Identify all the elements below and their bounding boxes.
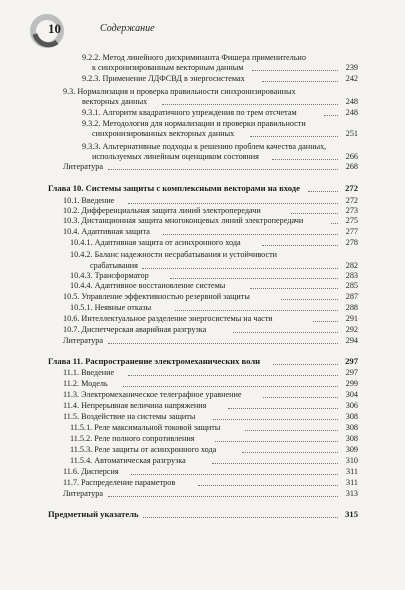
toc-line: 10.4.3. Трансформатор [70, 271, 149, 280]
toc-leader [213, 419, 338, 420]
toc-line: 11.7. Распределение параметров [63, 478, 176, 487]
toc-leader [143, 517, 338, 518]
toc-leader [272, 159, 338, 160]
toc-page: 273 [345, 206, 358, 215]
toc-leader [242, 452, 338, 453]
toc-leader [128, 375, 338, 376]
toc-page: 292 [345, 325, 358, 334]
toc-line: 11.5.1. Реле максимальной токовой защиты [70, 423, 221, 432]
toc-leader [291, 213, 338, 214]
toc-leader [128, 203, 338, 204]
toc-page: 311 [346, 478, 358, 487]
toc-leader [273, 364, 338, 365]
toc-line: 11.5.2. Реле полного сопротивления [70, 434, 195, 443]
toc-leader [262, 81, 338, 82]
toc-leader [308, 191, 338, 192]
toc-line: 9.3.1. Алгоритм квадратичного упреждения по трем отсчетам [82, 108, 297, 117]
toc-page: 272 [345, 183, 358, 193]
toc-page: 239 [345, 63, 358, 72]
toc-page: 278 [345, 238, 358, 247]
toc-leader [198, 485, 338, 486]
toc-line: к синхронизированным векторным данным [92, 63, 244, 72]
toc-page: 297 [345, 356, 358, 366]
toc-leader [108, 169, 338, 170]
toc-leader [108, 496, 338, 497]
toc-leader [142, 268, 338, 269]
toc-leader [228, 408, 338, 409]
toc-line: 11.5.3. Реле защиты от асинхронного хода [70, 445, 217, 454]
toc-leader [250, 288, 338, 289]
toc-page: 285 [345, 281, 358, 290]
toc-leader [245, 430, 338, 431]
toc-leader [263, 397, 338, 398]
toc-leader [215, 441, 338, 442]
toc-leader [131, 474, 338, 475]
toc-leader [262, 245, 338, 246]
toc-line: 11.5. Воздействие на системы защиты [63, 412, 196, 421]
toc-line: 10.1. Введение [63, 196, 115, 205]
toc-line: 10.2. Дифференциальная защита линий электропередачи [63, 206, 261, 215]
toc-page: 268 [345, 162, 358, 171]
toc-leader [324, 115, 338, 116]
toc-line: 11.4. Непрерывная величина напряжения [63, 401, 207, 410]
toc-page: 299 [345, 379, 358, 388]
toc-page: 251 [345, 129, 358, 138]
toc-page: 242 [345, 74, 358, 83]
toc-page: 297 [345, 368, 358, 377]
toc-page: 272 [345, 196, 358, 205]
toc-page: 315 [345, 509, 358, 519]
toc-line: Глава 10. Системы защиты с комплексными векторами на входе [48, 183, 300, 193]
toc-line: 9.3.3. Альтернативные подходы к решению проблем качества данных, [82, 142, 327, 151]
toc-leader [108, 343, 338, 344]
toc-line: 10.4.2. Баланс надежности несрабатывания и устойчивости [70, 250, 278, 259]
toc-page: 282 [345, 261, 358, 270]
toc-line: 11.6. Дисперсия [63, 467, 119, 476]
toc-page: 308 [345, 412, 358, 421]
toc-leader [281, 299, 338, 300]
toc-line: 9.2.2. Метод линейного дискриминанта Фишера применительно [82, 53, 306, 62]
toc-page: 308 [345, 434, 358, 443]
toc-leader [250, 136, 338, 137]
toc-line: 10.4.1. Адаптивная защита от асинхронного хода [70, 238, 241, 247]
toc-page: 291 [345, 314, 358, 323]
toc-leader [313, 321, 338, 322]
toc-page: 310 [345, 456, 358, 465]
toc-page: 288 [345, 303, 358, 312]
toc-line: 10.4. Адаптивная защита [63, 227, 150, 236]
toc-leader [162, 104, 338, 105]
toc-leader [175, 310, 338, 311]
toc-leader [233, 332, 338, 333]
toc-page: 294 [345, 336, 358, 345]
toc-leader [170, 278, 338, 279]
toc-page: 266 [345, 152, 358, 161]
toc-line: синхронизированных векторных данных [92, 129, 235, 138]
toc-line: используемых линейным оценщиком состояния [92, 152, 259, 161]
toc-leader [212, 463, 338, 464]
toc-line: 10.5. Управление эффективностью резервной защиты [63, 292, 250, 301]
toc-line: 9.3.2. Методология для нормализации и проверки правильности [82, 119, 306, 128]
toc-page: 306 [345, 401, 358, 410]
toc-line: 10.5.1. Неявные отказы [70, 303, 152, 312]
toc-page: 283 [345, 271, 358, 280]
toc-line: Литература [63, 162, 103, 171]
toc-line: 10.4.4. Адаптивное восстановление системы [70, 281, 226, 290]
toc-line: 11.1. Введение [63, 368, 115, 377]
toc-line: Глава 11. Распространение электромеханических волн [48, 356, 261, 366]
toc-line: 9.3. Нормализация и проверка правильности синхронизированных [63, 87, 296, 96]
toc-page: 304 [345, 390, 358, 399]
toc-page: 248 [345, 97, 358, 106]
toc-line: 10.7. Диспетчерская аварийная разгрузка [63, 325, 207, 334]
toc-leader [331, 223, 338, 224]
toc-page: 309 [345, 445, 358, 454]
toc-page: 287 [345, 292, 358, 301]
toc-line: векторных данных [82, 97, 148, 106]
toc-line: 10.3. Дистанционная защита многоконцевых линий электропередачи [63, 216, 304, 225]
toc-page: 313 [345, 489, 358, 498]
toc-page: 248 [345, 108, 358, 117]
section-title: Содержание [100, 23, 155, 34]
toc-page: 308 [345, 423, 358, 432]
toc-line: срабатывания [90, 261, 138, 270]
toc-leader [163, 234, 338, 235]
toc-line: 11.2. Модель [63, 379, 108, 388]
toc-line: Предметный указатель [48, 509, 139, 519]
toc-line: Литература [63, 489, 103, 498]
toc-line: Литература [63, 336, 103, 345]
toc-leader [123, 386, 338, 387]
page-number: 10 [48, 21, 61, 36]
toc-page: 275 [345, 216, 358, 225]
toc-line: 11.3. Электромеханическое телеграфное уравнение [63, 390, 242, 399]
toc-line: 10.6. Интеллектуальное разделение энергосистемы на части [63, 314, 273, 323]
toc-page: 311 [346, 467, 358, 476]
toc-line: 9.2.3. Применение ЛДФСВД в энергосистемах [82, 74, 245, 83]
toc-line: 11.5.4. Автоматическая разгрузка [70, 456, 186, 465]
toc-leader [252, 70, 338, 71]
toc-page: 277 [345, 227, 358, 236]
